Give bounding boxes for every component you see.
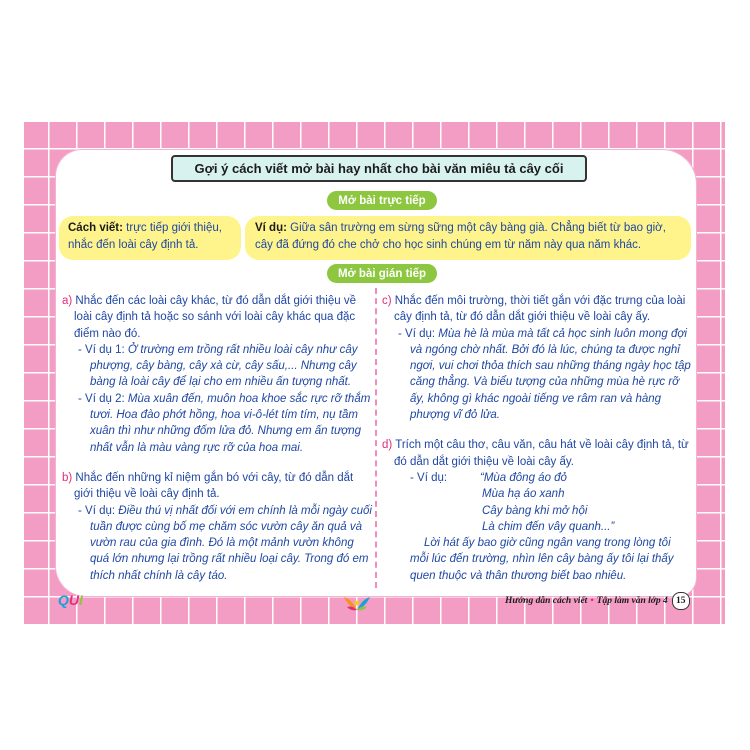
- footer-left: Hướng dẫn cách viết: [505, 596, 588, 606]
- item-a-ex2-label: - Ví dụ 2:: [78, 392, 128, 405]
- item-b-ex-text: Điều thú vị nhất đối với em chính là mỗi ngày cuối tuần được cùng bố mẹ chăm sóc vườn cây ăn quả và vườn rau của gia đình. Đó là một mảnh vườn không quá lớn nhưng lại trồng rất nhiều loại cây. Trong đó em thích nhất chính là cây táo.: [90, 504, 372, 582]
- poem-line-2: Mùa hạ áo xanh: [482, 488, 565, 501]
- poem-line-1: “Mùa đông áo đỏ: [480, 471, 567, 484]
- item-c-ex-label: - Ví dụ:: [398, 327, 439, 340]
- direct-example-box: [245, 216, 691, 260]
- footer-right: Tập làm văn lớp 4: [596, 596, 668, 606]
- page-number: 15: [672, 592, 690, 610]
- direct-how-box: [59, 216, 241, 260]
- column-divider: [375, 288, 377, 588]
- page-footer: [505, 593, 690, 609]
- item-a-head: Nhắc đến các loài cây khác, từ đó dẫn dắt giới thiệu về loài cây định tả hoặc so sánh với loài cây khác qua đặc điểm nào đó.: [72, 295, 356, 340]
- item-d-ending: Lời hát ấy bao giờ cũng ngân vang trong lòng tôi mỗi lúc đến trường, nhìn lên cây bàng ấy tôi lại thấy quen thuộc và thân thương biết bao nhiêu.: [410, 537, 674, 582]
- item-a-ex1-label: - Ví dụ 1:: [78, 343, 128, 356]
- poem-line-3: Cây bàng khi mở hội: [482, 504, 588, 517]
- right-column: [382, 293, 692, 592]
- item-b-ex-label: - Ví dụ:: [78, 504, 119, 517]
- example-label: Ví dụ:: [255, 222, 287, 234]
- item-d-head: Trích một câu thơ, câu văn, câu hát về loài cây định tả, từ đó dẫn dắt giới thiệu về loài cây ấy.: [392, 439, 689, 468]
- item-b-head: Nhắc đến những kỉ niệm gắn bó với cây, từ đó dẫn dắt giới thiệu về loài cây định tả.: [72, 471, 354, 501]
- poem-line-4: Là chim đến vây quanh...”: [482, 520, 615, 533]
- page-title: Gợi ý cách viết mở bài hay nhất cho bài văn miêu tả cây cối: [171, 155, 587, 182]
- example-text: Giữa sân trường em sừng sững một cây bàng già. Chẳng biết từ bao giờ, cây đã đứng đó che chở cho học sinh chúng em từ năm này qua năm khác.: [255, 222, 666, 251]
- wings-emblem-icon: [343, 594, 371, 614]
- item-a: [62, 293, 372, 456]
- item-c-ex-text: Mùa hè là mùa mà tất cả học sinh luôn mong đợi và ngóng chờ nhất. Bởi đó là lúc, chúng ta được nghỉ ngơi, vui chơi thỏa thích sau những tháng ngày học tập căng thẳng. Và biểu tượng của những mùa hè rực rỡ ấy, không gì khác ngoài tiếng ve râm ran và hàng phượng vĩ đỏ lửa.: [410, 327, 691, 422]
- item-c-letter: c): [382, 295, 392, 307]
- item-c-head: Nhắc đến môi trường, thời tiết gắn với đặc trưng của loài cây định tả, từ đó dẫn dắt giới thiệu về loài cây ấy.: [391, 295, 686, 324]
- item-d-ex-label: - Ví dụ:: [410, 471, 448, 484]
- item-a-ex2-text: Mùa xuân đến, muôn hoa khoe sắc rực rỡ thắm tươi. Hoa đào phớt hồng, hoa vi-ô-lét tím tím, nụ tầm xuân thì như những đốm lửa đỏ. Nhưng em ấn tượng nhất vẫn là màu vàng rực rỡ của hoa mai.: [90, 392, 371, 454]
- publisher-logo: QUI: [58, 592, 83, 608]
- section-indirect-label: Mở bài gián tiếp: [327, 264, 437, 283]
- item-b: [62, 470, 372, 584]
- how-text: trực tiếp giới thiệu, nhắc đến loài cây định tả.: [68, 222, 222, 251]
- item-b-letter: b): [62, 471, 73, 484]
- left-column: [62, 293, 372, 592]
- item-a-letter: a): [62, 295, 73, 307]
- footer-separator: •: [590, 596, 594, 606]
- item-c: [382, 293, 692, 423]
- item-a-ex1-text: Ở trường em trồng rất nhiều loài cây như cây phượng, cây bàng, cây xà cừ, cây sấu,... Nhưng cây bàng là loài cây để lại cho em nhiều ấn tượng nhất.: [90, 343, 358, 389]
- item-d: [382, 437, 692, 584]
- how-label: Cách viết:: [68, 222, 123, 234]
- item-d-letter: d): [382, 439, 393, 452]
- section-direct-label: Mở bài trực tiếp: [327, 191, 437, 210]
